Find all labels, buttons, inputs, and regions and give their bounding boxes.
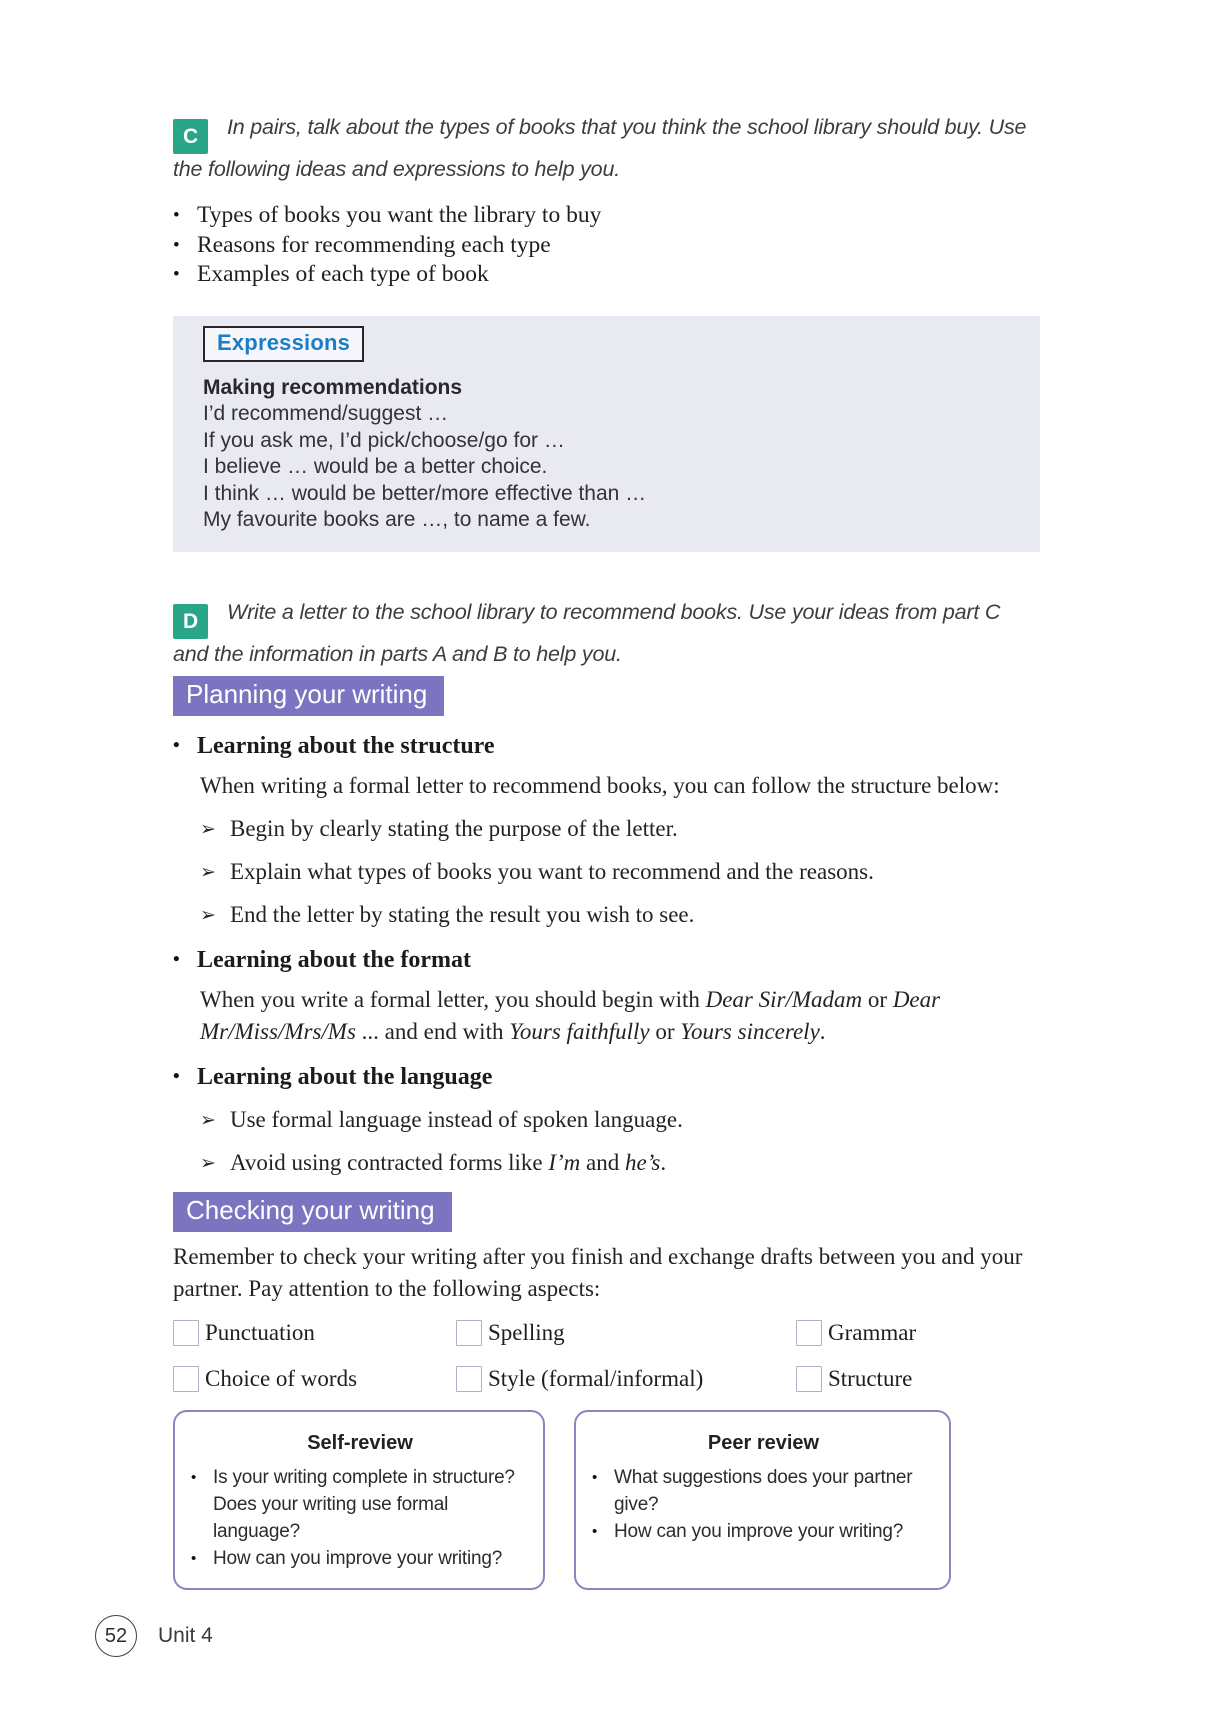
aspect-label: Punctuation xyxy=(205,1320,315,1345)
bullet-icon: • xyxy=(173,734,180,756)
structure-point xyxy=(173,857,1040,887)
review-item-text: Does your writing use formal language? xyxy=(213,1494,449,1542)
expression-phrase: If you ask me, I’d pick/choose/go for … xyxy=(203,428,565,452)
expression-phrase: I think … would be better/more effective than … xyxy=(203,481,647,505)
list-item xyxy=(173,201,1040,231)
aspect-item xyxy=(456,1320,796,1346)
section-c-badge: C xyxy=(173,119,208,154)
language-heading: Learning about the language xyxy=(197,1064,493,1090)
planning-header-text: Planning your writing xyxy=(173,676,444,716)
arrow-icon: ➢ xyxy=(200,861,216,883)
checking-header xyxy=(173,1192,1040,1232)
planning-header xyxy=(173,676,1040,716)
format-text: . xyxy=(819,1018,826,1044)
expression-phrase: I’d recommend/suggest … xyxy=(203,402,449,425)
expressions-label: Expressions xyxy=(217,329,351,355)
section-c-instruction: In pairs, talk about the types of books that you think the school library should buy. Use the following ideas and expressions to help you. xyxy=(173,115,1027,181)
language-point xyxy=(173,1105,1040,1135)
format-text: or xyxy=(649,1018,681,1044)
arrow-icon: ➢ xyxy=(200,1109,216,1131)
expression-phrase: I believe … would be a better choice. xyxy=(203,455,548,478)
page-footer xyxy=(95,1615,213,1657)
list-item-text: Types of books you want the library to buy xyxy=(197,202,602,228)
self-review-title: Self-review xyxy=(307,1432,413,1454)
section-d-badge: D xyxy=(173,604,208,639)
aspect-item xyxy=(173,1366,456,1392)
page-content xyxy=(173,112,1040,1590)
bullet-icon: • xyxy=(592,1469,598,1486)
arrow-icon: ➢ xyxy=(200,904,216,926)
review-item-text: How can you improve your writing? xyxy=(213,1548,503,1569)
format-heading-row xyxy=(173,945,1040,975)
checkbox[interactable] xyxy=(456,1320,482,1346)
expressions-heading: Making recommendations xyxy=(203,375,463,399)
structure-intro: When writing a formal letter to recommend books, you can follow the structure below: xyxy=(200,772,1000,798)
structure-heading-row xyxy=(173,731,1040,761)
language-point-text xyxy=(230,1148,666,1178)
arrow-icon: ➢ xyxy=(200,818,216,840)
section-c xyxy=(173,112,1040,185)
review-item xyxy=(191,1491,529,1545)
bullet-icon: • xyxy=(173,949,180,970)
page-number-badge: 52 xyxy=(95,1615,137,1657)
aspect-label: Style (formal/informal) xyxy=(488,1366,704,1391)
review-item-text: How can you improve your writing? xyxy=(614,1521,904,1542)
review-item xyxy=(592,1518,935,1545)
checking-intro: Remember to check your writing after you finish and exchange drafts between you and your partner. Pay attention to the following aspects: xyxy=(173,1244,1023,1301)
language-text: and xyxy=(580,1150,625,1175)
structure-point-text: Explain what types of books you want to recommend and the reasons. xyxy=(230,859,874,884)
review-item xyxy=(191,1464,529,1491)
aspect-label: Structure xyxy=(828,1366,913,1391)
bullet-icon: • xyxy=(173,264,180,285)
format-text-italic: Dear Sir/Madam xyxy=(705,987,863,1012)
structure-point-text: Begin by clearly stating the purpose of the letter. xyxy=(230,816,678,841)
aspect-item xyxy=(456,1366,796,1392)
idea-list xyxy=(173,201,1040,290)
checking-header-text: Checking your writing xyxy=(173,1192,452,1232)
list-item xyxy=(173,231,1040,261)
review-item xyxy=(592,1464,935,1518)
bullet-icon: • xyxy=(173,1066,180,1087)
checkbox[interactable] xyxy=(173,1320,199,1346)
expression-phrase: My favourite books are …, to name a few. xyxy=(203,508,591,531)
checkbox[interactable] xyxy=(173,1366,199,1392)
aspect-label: Choice of words xyxy=(205,1366,358,1391)
review-item xyxy=(191,1545,529,1572)
language-text-italic: I’m xyxy=(548,1150,581,1175)
checkbox[interactable] xyxy=(456,1366,482,1392)
expressions-panel xyxy=(173,316,1040,552)
format-text: or xyxy=(862,987,893,1012)
list-item-text: Examples of each type of book xyxy=(197,261,489,287)
format-text-italic: Yours faithfully xyxy=(509,1018,650,1044)
format-paragraph xyxy=(173,984,1040,1047)
structure-point xyxy=(173,814,1040,844)
bullet-icon: • xyxy=(592,1523,598,1540)
bullet-icon: • xyxy=(191,1550,197,1567)
format-heading: Learning about the format xyxy=(197,947,471,973)
language-point xyxy=(173,1148,1040,1178)
review-boxes xyxy=(173,1410,1040,1590)
review-item-text: Is your writing complete in structure? xyxy=(213,1467,515,1488)
checkbox[interactable] xyxy=(796,1366,822,1392)
format-text-italic: Dear Mr/Miss/Mrs/Ms xyxy=(200,987,941,1044)
aspect-item xyxy=(796,1320,1040,1346)
format-text-italic: Yours sincerely xyxy=(680,1018,820,1044)
structure-point xyxy=(173,900,1040,930)
self-review-box xyxy=(173,1410,545,1590)
list-item xyxy=(173,260,1040,290)
unit-label: Unit 4 xyxy=(158,1624,213,1647)
aspects-checklist xyxy=(173,1320,1040,1392)
aspect-item xyxy=(796,1366,1040,1392)
bullet-icon: • xyxy=(173,234,180,256)
structure-point-text: End the letter by stating the result you wish to see. xyxy=(230,902,695,927)
language-text: . xyxy=(660,1150,667,1175)
structure-heading: Learning about the structure xyxy=(197,732,495,759)
bullet-spacer xyxy=(191,1491,213,1545)
bullet-icon: • xyxy=(191,1469,197,1486)
section-d-instruction: Write a letter to the school library to recommend books. Use your ideas from part C and the information in parts A and B to help you. xyxy=(173,599,1001,666)
bullet-icon: • xyxy=(173,205,180,226)
aspect-label: Grammar xyxy=(828,1320,917,1345)
language-text-italic: he’s xyxy=(624,1150,661,1175)
expressions-label-box xyxy=(203,326,364,362)
list-item-text: Reasons for recommending each type xyxy=(197,231,551,258)
peer-review-title: Peer review xyxy=(707,1432,820,1454)
arrow-icon: ➢ xyxy=(200,1152,216,1174)
review-item-text: What suggestions does your partner give? xyxy=(614,1467,913,1515)
language-text: Avoid using contracted forms like xyxy=(230,1150,549,1175)
language-point-text: Use formal language instead of spoken language. xyxy=(230,1107,683,1132)
checkbox[interactable] xyxy=(796,1320,822,1346)
aspect-item xyxy=(173,1320,456,1346)
format-text: ... and end with xyxy=(355,1018,510,1044)
peer-review-box xyxy=(574,1410,951,1590)
aspect-label: Spelling xyxy=(488,1320,565,1345)
section-d xyxy=(173,597,1040,670)
format-text: When you write a formal letter, you should begin with xyxy=(200,987,706,1012)
language-heading-row xyxy=(173,1062,1040,1092)
